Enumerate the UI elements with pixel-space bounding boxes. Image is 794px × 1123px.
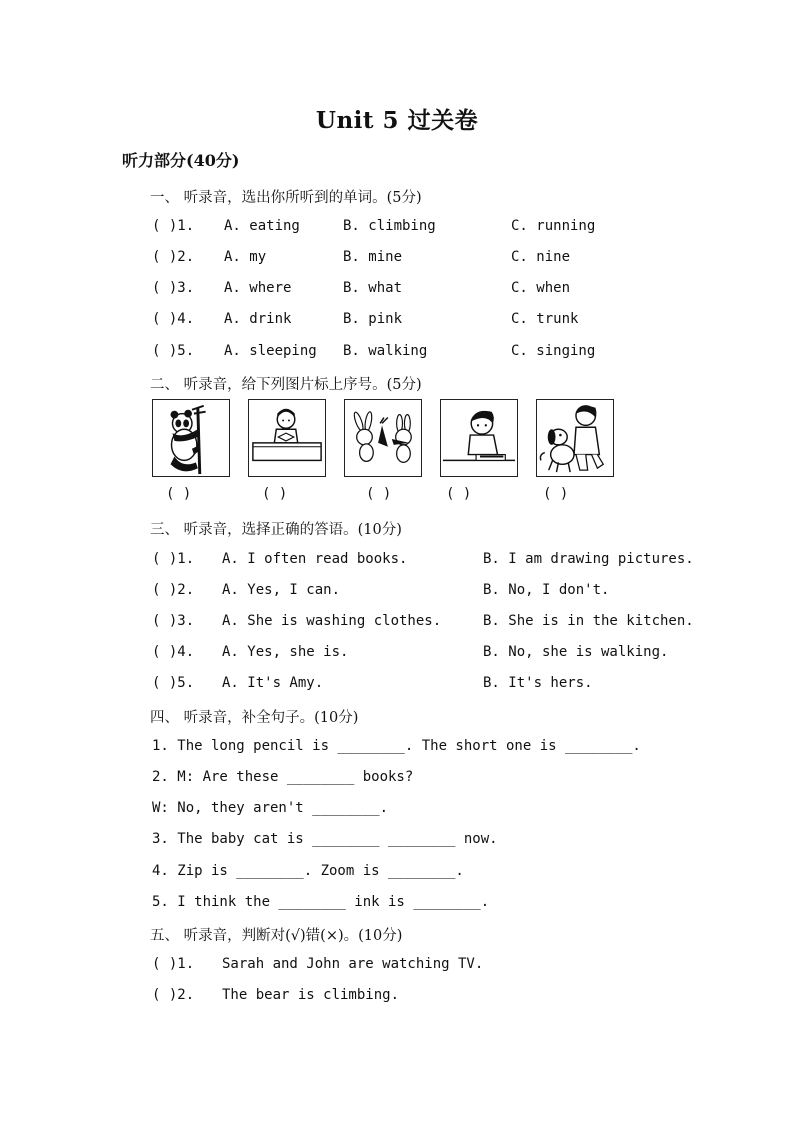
rabbits-carrots-icon [345,400,421,476]
boy-drawing-icon [441,400,517,476]
section2-heading: 二、 听录音，给下列图片标上序号。(5分) [150,377,422,393]
s3-item1-option-a: A. I often read books. [222,551,408,567]
picture-1 [152,399,230,477]
section5-heading: 五、 听录音，判断对(√)错(×)。(10分) [150,928,403,944]
s4-line-1: 1. The long pencil is ________. The short one is ________. [152,738,641,754]
picture-3 [344,399,422,477]
s4-line-3: W: No, they aren't ________. [152,800,389,816]
s4-line-6: 5. I think the ________ ink is ________. [152,894,490,910]
s3-item4-prefix: ( )4. [152,644,195,660]
s1-item2-option-b: B. mine [343,249,403,265]
s1-item4-option-b: B. pink [343,311,403,327]
s4-line-2: 2. M: Are these ________ books? [152,769,414,785]
s1-item2-option-a: A. my [224,249,267,265]
s3-item1-option-b: B. I am drawing pictures. [483,551,694,567]
section1-heading: 一、 听录音，选出你所听到的单词。(5分) [150,190,422,206]
s3-item1-prefix: ( )1. [152,551,195,567]
s3-item2-option-b: B. No, I don't. [483,582,610,598]
picture-2-answer[interactable]: ( ) [262,486,288,502]
s3-item3-option-a: A. She is washing clothes. [222,613,442,629]
s1-item5-prefix: ( )5. [152,343,195,359]
s1-item1-option-c: C. running [511,218,596,234]
s1-item2-prefix: ( )2. [152,249,195,265]
section3-heading: 三、 听录音，选择正确的答语。(10分) [150,522,402,538]
page-title: Unit 5 过关卷 [315,107,479,134]
section4-heading: 四、 听录音，补全句子。(10分) [150,710,359,726]
picture-5-answer[interactable]: ( ) [543,486,569,502]
s5-item1-text: Sarah and John are watching TV. [222,956,484,972]
s3-item2-option-a: A. Yes, I can. [222,582,341,598]
s1-item1-prefix: ( )1. [152,218,195,234]
s1-item4-option-c: C. trunk [511,311,579,327]
s1-item4-prefix: ( )4. [152,311,195,327]
s3-item3-prefix: ( )3. [152,613,195,629]
s1-item3-prefix: ( )3. [152,280,195,296]
s3-item5-option-a: A. It's Amy. [222,675,324,691]
child-with-dog-icon [537,400,613,476]
picture-2 [248,399,326,477]
picture-4 [440,399,518,477]
s5-item2-text: The bear is climbing. [222,987,400,1003]
picture-1-answer[interactable]: ( ) [166,486,192,502]
s4-line-4: 3. The baby cat is ________ ________ now. [152,831,498,847]
picture-4-answer[interactable]: ( ) [446,486,472,502]
s5-item1-prefix: ( )1. [152,956,195,972]
s1-item5-option-b: B. walking [343,343,428,359]
panda-climbing-icon [153,400,229,476]
s4-line-5: 4. Zip is ________. Zoom is ________. [152,863,464,879]
s1-item5-option-a: A. sleeping [224,343,317,359]
picture-5 [536,399,614,477]
s1-item3-option-c: C. when [511,280,571,296]
s5-item2-prefix: ( )2. [152,987,195,1003]
part-heading: 听力部分(40分) [122,151,240,170]
s3-item4-option-b: B. No, she is walking. [483,644,669,660]
picture-3-answer[interactable]: ( ) [366,486,392,502]
s1-item4-option-a: A. drink [224,311,292,327]
s1-item3-option-b: B. what [343,280,403,296]
s1-item3-option-a: A. where [224,280,292,296]
s3-item4-option-a: A. Yes, she is. [222,644,349,660]
s3-item5-option-b: B. It's hers. [483,675,593,691]
s3-item2-prefix: ( )2. [152,582,195,598]
s1-item1-option-b: B. climbing [343,218,436,234]
s1-item5-option-c: C. singing [511,343,596,359]
girl-reading-icon [249,400,325,476]
s1-item2-option-c: C. nine [511,249,571,265]
s3-item5-prefix: ( )5. [152,675,195,691]
s1-item1-option-a: A. eating [224,218,300,234]
s3-item3-option-b: B. She is in the kitchen. [483,613,694,629]
